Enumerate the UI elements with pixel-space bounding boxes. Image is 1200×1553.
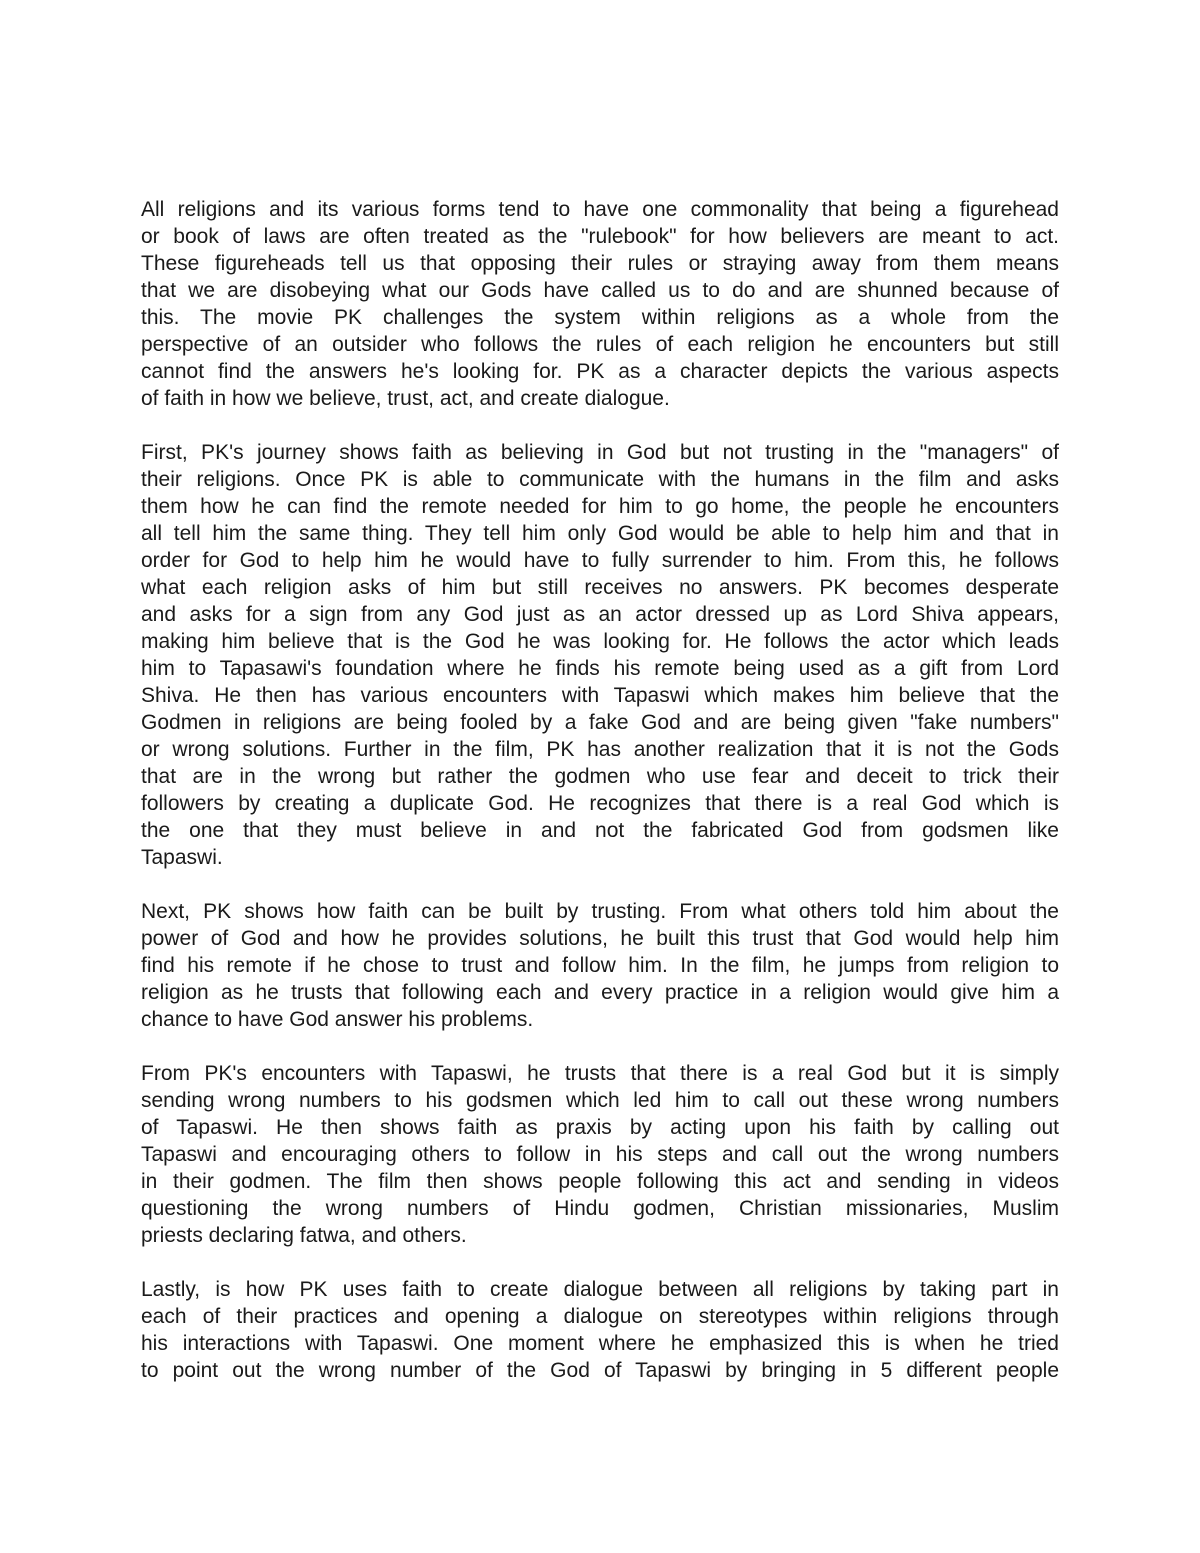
text-line: All religions and its various forms tend to have one commonality that being a figurehead bbox=[141, 198, 1059, 221]
text-line: followers by creating a duplicate God. He recognizes that there is a real God which is bbox=[141, 792, 1059, 815]
paragraph-intro bbox=[141, 196, 1059, 412]
text-line: his interactions with Tapaswi. One moment where he emphasized this is when he tried bbox=[141, 1332, 1059, 1355]
text-line: or wrong solutions. Further in the film, PK has another realization that it is not the Gods bbox=[141, 738, 1059, 761]
text-line: that we are disobeying what our Gods have called us to do and are shunned because of bbox=[141, 279, 1059, 302]
text-line: or book of laws are often treated as the "rulebook" for how believers are meant to act. bbox=[141, 225, 1059, 248]
text-line: their religions. Once PK is able to communicate with the humans in the film and asks bbox=[141, 468, 1059, 491]
text-line: Lastly, is how PK uses faith to create dialogue between all religions by taking part in bbox=[141, 1278, 1059, 1301]
text-line: Godmen in religions are being fooled by a fake God and are being given "fake numbers" bbox=[141, 711, 1059, 734]
text-line: From PK's encounters with Tapaswi, he trusts that there is a real God but it is simply bbox=[141, 1062, 1059, 1085]
text-line: that are in the wrong but rather the godmen who use fear and deceit to trick their bbox=[141, 765, 1059, 788]
text-line: the one that they must believe in and not the fabricated God from godsmen like bbox=[141, 819, 1059, 842]
paragraph-next bbox=[141, 898, 1059, 1033]
text-line: priests declaring fatwa, and others. bbox=[141, 1224, 467, 1247]
text-line: find his remote if he chose to trust and follow him. In the film, he jumps from religion to bbox=[141, 954, 1059, 977]
text-line: each of their practices and opening a dialogue on stereotypes within religions through bbox=[141, 1305, 1059, 1328]
text-line: religion as he trusts that following each and every practice in a religion would give him a bbox=[141, 981, 1059, 1004]
text-line: perspective of an outsider who follows the rules of each religion he encounters but still bbox=[141, 333, 1059, 356]
paragraph-encounters bbox=[141, 1060, 1059, 1249]
text-line: of faith in how we believe, trust, act, and create dialogue. bbox=[141, 387, 670, 410]
text-line: and asks for a sign from any God just as an actor dressed up as Lord Shiva appears, bbox=[141, 603, 1059, 626]
text-line: Next, PK shows how faith can be built by trusting. From what others told him about the bbox=[141, 900, 1059, 923]
text-line: all tell him the same thing. They tell him only God would be able to help him and that in bbox=[141, 522, 1059, 545]
text-line: order for God to help him he would have to fully surrender to him. From this, he follows bbox=[141, 549, 1059, 572]
text-line: making him believe that is the God he was looking for. He follows the actor which leads bbox=[141, 630, 1059, 653]
text-line: sending wrong numbers to his godsmen which led him to call out these wrong numbers bbox=[141, 1089, 1059, 1112]
paragraph-first bbox=[141, 439, 1059, 871]
text-line: Shiva. He then has various encounters with Tapaswi which makes him believe that the bbox=[141, 684, 1059, 707]
text-line: to point out the wrong number of the God of Tapaswi by bringing in 5 different people bbox=[141, 1359, 1059, 1382]
text-line: Tapaswi. bbox=[141, 846, 223, 869]
text-line: cannot find the answers he's looking for. PK as a character depicts the various aspects bbox=[141, 360, 1059, 383]
text-line: Tapaswi and encouraging others to follow in his steps and call out the wrong numbers bbox=[141, 1143, 1059, 1166]
text-line: them how he can find the remote needed for him to go home, the people he encounters bbox=[141, 495, 1059, 518]
document-body bbox=[141, 196, 1059, 1411]
paragraph-lastly bbox=[141, 1276, 1059, 1384]
text-line: First, PK's journey shows faith as believing in God but not trusting in the "managers" of bbox=[141, 441, 1059, 464]
text-line: what each religion asks of him but still receives no answers. PK becomes desperate bbox=[141, 576, 1059, 599]
text-line: questioning the wrong numbers of Hindu godmen, Christian missionaries, Muslim bbox=[141, 1197, 1059, 1220]
text-line: power of God and how he provides solutions, he built this trust that God would help him bbox=[141, 927, 1059, 950]
text-line: this. The movie PK challenges the system within religions as a whole from the bbox=[141, 306, 1059, 329]
text-line: chance to have God answer his problems. bbox=[141, 1008, 534, 1031]
text-line: of Tapaswi. He then shows faith as praxis by acting upon his faith by calling out bbox=[141, 1116, 1059, 1139]
text-line: him to Tapasawi's foundation where he finds his remote being used as a gift from Lord bbox=[141, 657, 1059, 680]
text-line: in their godmen. The film then shows people following this act and sending in videos bbox=[141, 1170, 1059, 1193]
text-line: These figureheads tell us that opposing their rules or straying away from them means bbox=[141, 252, 1059, 275]
